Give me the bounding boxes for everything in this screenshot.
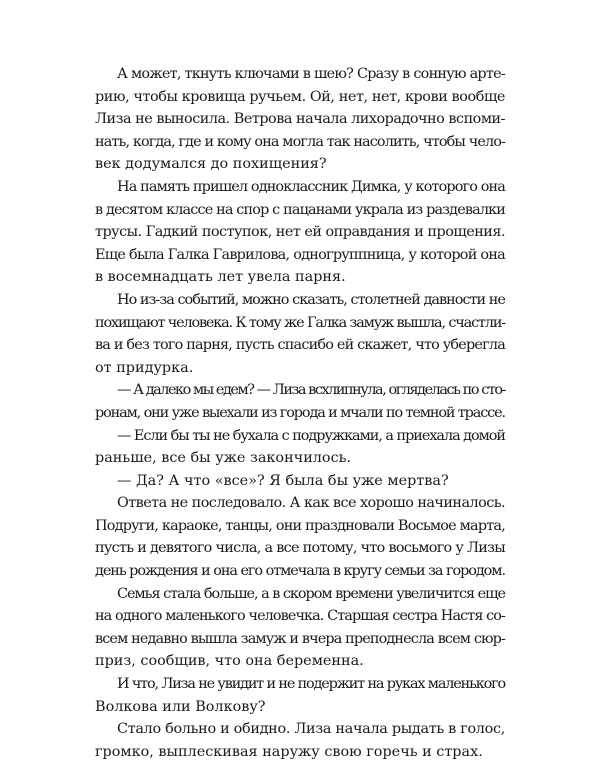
text-line: Ответа не последовало. А как все хорошо начиналось. — [117, 495, 506, 512]
text-line: Еще была Галка Гаврилова, одногруппница, у которой она — [95, 246, 506, 263]
text-line: — А далеко мы едем? — Лиза всхлипнула, огляделась по сто- — [117, 382, 505, 399]
body-text — [95, 63, 505, 763]
text-line: пусть и девятого числа, а все потому, что восьмого у Лизы — [95, 540, 506, 557]
paragraph — [95, 673, 505, 718]
text-line: — Если бы ты не бухала с подружками, а приехала домой — [117, 427, 505, 444]
text-line: Лиза не выносила. Ветрова начала лихорадочно вспоми- — [95, 111, 506, 128]
text-line: в десятом классе на спор с пацанами украла из раздевалки — [95, 201, 506, 218]
text-line: Семья стала больше, а в скором времени увеличится еще — [117, 585, 505, 602]
text-line: Но из-за событий, можно сказать, столетней давности не — [117, 291, 505, 308]
paragraph — [95, 425, 505, 470]
text-line: век додумался до похищения? — [95, 156, 327, 173]
text-line: день рождения и она его отмечала в кругу семьи за городом. — [95, 563, 505, 580]
paragraph — [95, 583, 505, 673]
paragraph — [95, 470, 505, 493]
text-line: приз, сообщив, что она беременна. — [95, 653, 364, 670]
text-line: всем недавно вышла замуж и вчера преподнесла всем сюр- — [95, 630, 506, 647]
paragraph — [95, 718, 505, 763]
paragraph — [95, 176, 505, 289]
text-line: похищают человека. К тому же Галка замуж вышла, счастли- — [95, 314, 505, 331]
paragraph — [95, 492, 505, 582]
text-line: нать, когда, где и кому она могла так насолить, чтобы чело- — [95, 133, 506, 150]
text-line: Стало больно и обидно. Лиза начала рыдать в голос, — [117, 721, 506, 738]
text-line: трусы. Гадкий поступок, нет ей оправдания и прощения. — [95, 224, 505, 241]
text-line: раньше, все бы уже закончилось. — [95, 450, 352, 467]
text-line: в восемнадцать лет увела парня. — [95, 269, 346, 286]
text-line: рию, чтобы кровища ручьем. Ой, нет, нет, крови вообще — [95, 88, 505, 105]
text-line: Волкова или Волкову? — [95, 698, 266, 715]
text-line: ва и без того парня, пусть спасибо ей скажет, что уберегла — [95, 337, 505, 354]
text-line: от придурка. — [95, 359, 194, 376]
paragraph — [95, 289, 505, 379]
text-line: громко, выплескивая наружу свою горечь и страх. — [95, 743, 483, 760]
paragraph — [95, 63, 505, 176]
text-line: Подруги, караоке, танцы, они праздновали Восьмое марта, — [95, 517, 505, 534]
text-line: — Да? А что «все»? Я была бы уже мертва? — [117, 472, 449, 489]
text-line: А может, ткнуть ключами в шею? Сразу в сонную арте- — [117, 66, 505, 82]
text-line: На память пришел одноклассник Димка, у которого она — [117, 178, 505, 195]
text-line: ронам, они уже выехали из города и мчали по темной трассе. — [95, 404, 505, 421]
paragraph — [95, 379, 505, 424]
text-line: И что, Лиза не увидит и не подержит на руках маленького — [117, 676, 506, 693]
text-line: на одного маленького человечка. Старшая сестра Настя со- — [95, 608, 505, 625]
